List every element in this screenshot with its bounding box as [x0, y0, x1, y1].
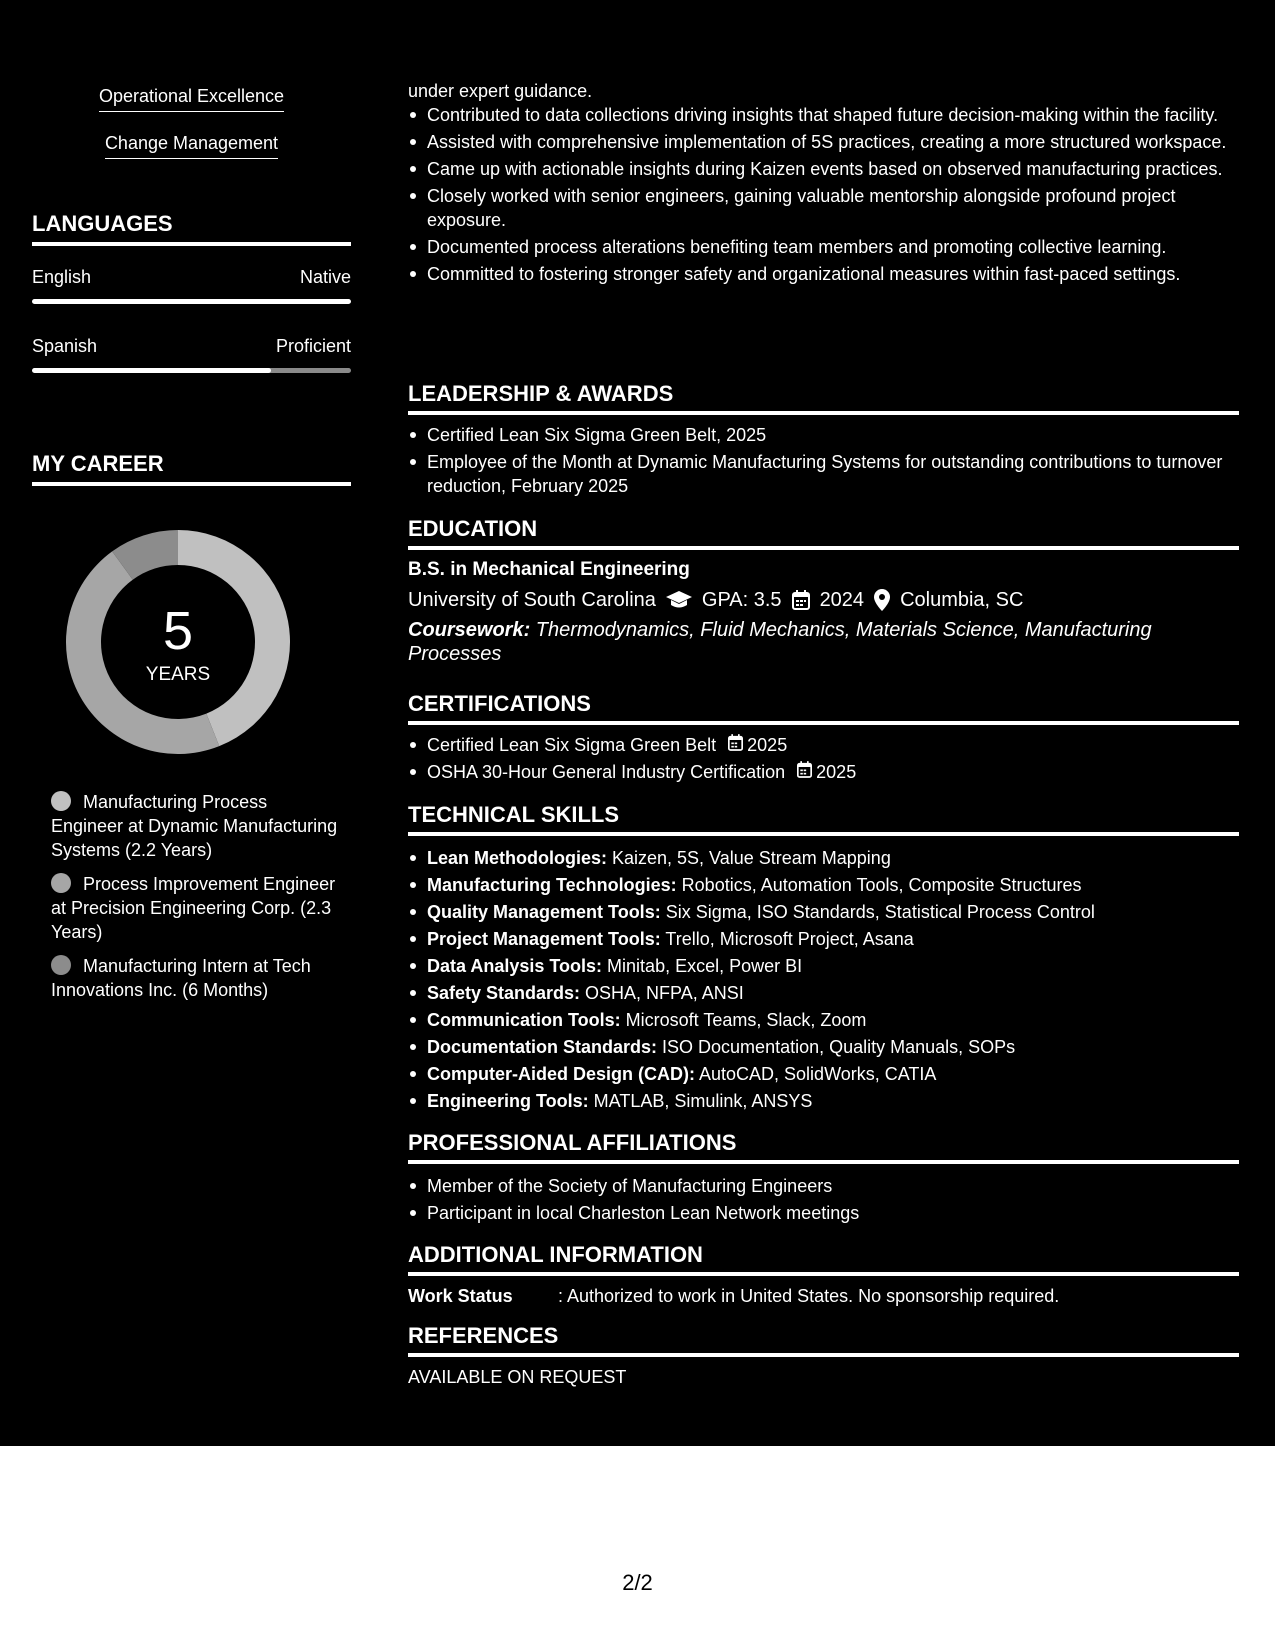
calendar-icon	[797, 760, 812, 784]
language-level: Native	[299, 267, 351, 287]
certifications-heading: CERTIFICATIONS	[408, 690, 1239, 725]
list-item: Certified Lean Six Sigma Green Belt 2025	[408, 733, 1239, 757]
school: University of South Carolina	[408, 589, 656, 611]
list-item: Employee of the Month at Dynamic Manufacturing Systems for outstanding contributions to turnover reduction, February 2025	[408, 450, 1239, 498]
education-heading: EDUCATION	[408, 515, 1239, 550]
list-item: Member of the Society of Manufacturing Engineers	[408, 1174, 1239, 1198]
list-item: Participant in local Charleston Lean Network meetings	[408, 1201, 1239, 1225]
references-section	[408, 1322, 1239, 1389]
leadership-section	[408, 380, 1239, 501]
graduation-cap-icon	[666, 591, 692, 609]
career-donut-chart	[66, 530, 290, 754]
language-level: Proficient	[275, 336, 351, 356]
career-item: Manufacturing Process Engineer at Dynamic Manufacturing Systems (2.2 Years)	[51, 792, 338, 860]
info-key: Work Status	[408, 1286, 513, 1306]
list-item: OSHA 30-Hour General Industry Certification 2025	[408, 760, 1239, 784]
references-heading: REFERENCES	[408, 1322, 1239, 1357]
education-section	[408, 515, 1239, 666]
technical-skills-section	[408, 801, 1239, 1116]
experience-bullets	[408, 103, 1239, 286]
list-item: Assisted with comprehensive implementation of 5S practices, creating a more structured workspace.	[408, 130, 1239, 154]
list-item: Safety Standards: OSHA, NFPA, ANSI	[408, 981, 1239, 1005]
work-status-row	[408, 1284, 1239, 1308]
degree: B.S. in Mechanical Engineering	[408, 559, 690, 580]
language-row	[32, 336, 351, 357]
info-value: : Authorized to work in United States. No sponsorship required.	[558, 1286, 1060, 1306]
calendar-icon	[792, 590, 810, 610]
skill-tags	[32, 86, 351, 180]
language-bar	[32, 299, 351, 304]
list-item: Contributed to data collections driving insights that shaped future decision-making within the facility.	[408, 103, 1239, 127]
location: Columbia, SC	[900, 589, 1024, 611]
list-item: Closely worked with senior engineers, gaining valuable mentorship alongside profound project exposure.	[408, 184, 1239, 232]
experience-continued	[408, 79, 1239, 289]
language-row	[32, 267, 351, 288]
additional-info-section	[408, 1241, 1239, 1308]
education-details	[408, 588, 1239, 612]
list-item: Came up with actionable insights during Kaizen events based on observed manufacturing practices.	[408, 157, 1239, 181]
languages-heading: LANGUAGES	[32, 211, 351, 246]
calendar-icon	[728, 733, 743, 757]
bullet-dot-icon	[51, 873, 71, 893]
list-item: Project Management Tools: Trello, Microsoft Project, Asana	[408, 927, 1239, 951]
career-years-number: 5	[162, 601, 194, 661]
additional-info-heading: ADDITIONAL INFORMATION	[408, 1241, 1239, 1276]
technical-skills-heading: TECHNICAL SKILLS	[408, 801, 1239, 836]
page-number: 2/2	[622, 1570, 653, 1595]
certifications-section	[408, 690, 1239, 787]
leadership-heading: LEADERSHIP & AWARDS	[408, 380, 1239, 415]
list-item: Data Analysis Tools: Minitab, Excel, Power BI	[408, 954, 1239, 978]
career-heading: MY CAREER	[32, 451, 351, 486]
language-name: English	[32, 267, 92, 287]
references-text: AVAILABLE ON REQUEST	[408, 1367, 627, 1387]
career-item: Manufacturing Intern at Tech Innovations Inc. (6 Months)	[51, 956, 311, 1000]
career-list	[51, 790, 341, 1012]
list-item: Manufacturing Technologies: Robotics, Automation Tools, Composite Structures	[408, 873, 1239, 897]
skill-tag: Change Management	[105, 133, 278, 159]
graduation-year: 2024	[819, 589, 865, 611]
language-name: Spanish	[32, 336, 98, 356]
career-years-label: YEARS	[145, 664, 211, 685]
affiliations-heading: PROFESSIONAL AFFILIATIONS	[408, 1129, 1239, 1164]
location-pin-icon	[874, 589, 890, 611]
language-bar	[32, 368, 351, 373]
list-item: Quality Management Tools: Six Sigma, ISO Standards, Statistical Process Control	[408, 900, 1239, 924]
skill-tag: Operational Excellence	[99, 86, 284, 112]
affiliations-section	[408, 1129, 1239, 1228]
list-item: Committed to fostering stronger safety and organizational measures within fast-paced settings.	[408, 262, 1239, 286]
gpa: GPA: 3.5	[701, 589, 782, 611]
bullet-dot-icon	[51, 955, 71, 975]
list-item: Lean Methodologies: Kaizen, 5S, Value Stream Mapping	[408, 846, 1239, 870]
list-item: Computer-Aided Design (CAD): AutoCAD, SolidWorks, CATIA	[408, 1062, 1239, 1086]
bullet-dot-icon	[51, 791, 71, 811]
list-item: Documentation Standards: ISO Documentation, Quality Manuals, SOPs	[408, 1035, 1239, 1059]
coursework: Coursework: Thermodynamics, Fluid Mechanics, Materials Science, Manufacturing Processes	[408, 619, 1152, 665]
list-item: Communication Tools: Microsoft Teams, Slack, Zoom	[408, 1008, 1239, 1032]
career-item: Process Improvement Engineer at Precision Engineering Corp. (2.3 Years)	[51, 874, 336, 942]
experience-text: under expert guidance.	[408, 81, 593, 101]
list-item: Engineering Tools: MATLAB, Simulink, ANSYS	[408, 1089, 1239, 1113]
list-item: Certified Lean Six Sigma Green Belt, 2025	[408, 423, 1239, 447]
list-item: Documented process alterations benefiting team members and promoting collective learning.	[408, 235, 1239, 259]
